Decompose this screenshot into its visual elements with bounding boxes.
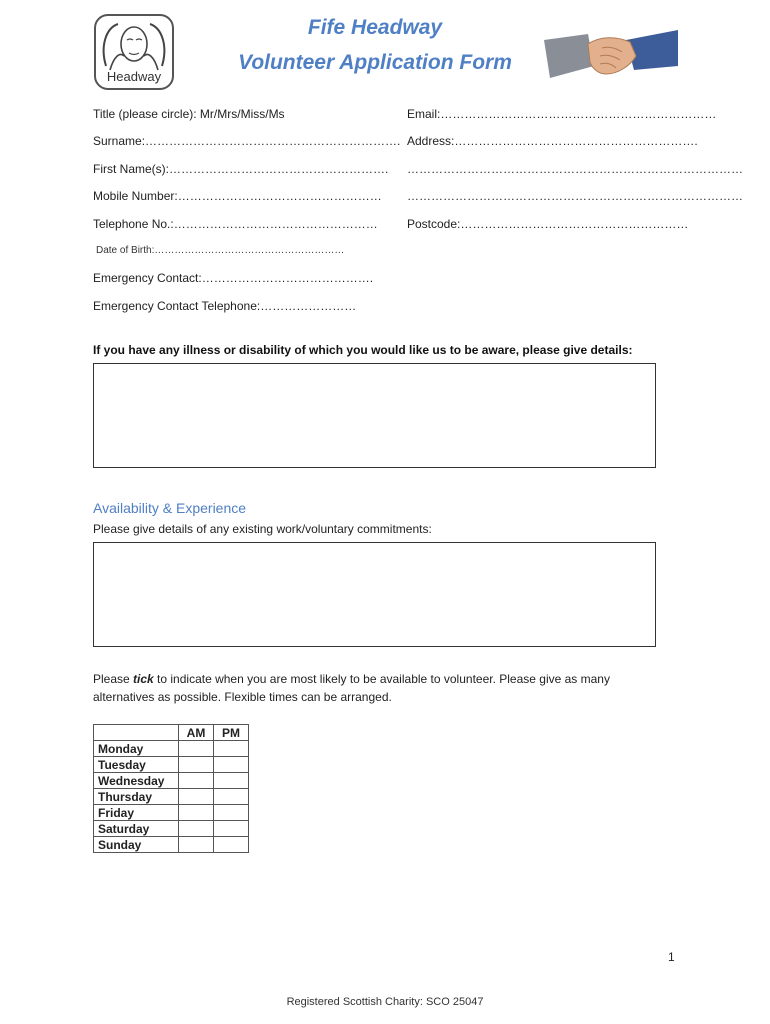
tick-suffix: to indicate when you are most likely to be available to volunteer. Please give as many alternatives as possible. Flexible times can be arranged.: [93, 672, 610, 704]
table-row: [94, 821, 249, 837]
availability-section-title: Availability & Experience: [93, 500, 247, 516]
surname-field[interactable]: Surname:……………………………………………………….: [93, 134, 401, 148]
title-line-1: Fife Headway: [307, 16, 443, 39]
title-field[interactable]: Title (please circle): Mr/Mrs/Miss/Ms: [93, 107, 285, 121]
day-saturday: Saturday: [94, 821, 179, 837]
emergency-contact-field[interactable]: Emergency Contact:…………………………………….: [93, 271, 374, 285]
tick-instructions: [93, 670, 663, 706]
saturday-am-cell[interactable]: [179, 821, 214, 837]
faces-logo-icon: [96, 16, 172, 72]
first-name-field[interactable]: First Name(s):……………………………………………….: [93, 162, 389, 176]
thursday-pm-cell[interactable]: [214, 789, 249, 805]
tick-word: tick: [133, 672, 154, 686]
emergency-telephone-field[interactable]: Emergency Contact Telephone:……………………: [93, 299, 357, 313]
day-thursday: Thursday: [94, 789, 179, 805]
day-wednesday: Wednesday: [94, 773, 179, 789]
illness-details-box[interactable]: [93, 363, 656, 468]
address-line-2[interactable]: …………………………………………………………………………: [407, 162, 743, 176]
headway-logo: [94, 14, 174, 90]
illness-prompt: If you have any illness or disability of which you would like us to be aware, please give details:: [93, 343, 633, 357]
monday-am-cell[interactable]: [179, 741, 214, 757]
friday-pm-cell[interactable]: [214, 805, 249, 821]
table-row: [94, 805, 249, 821]
am-header: AM: [179, 725, 214, 741]
day-monday: Monday: [94, 741, 179, 757]
day-sunday: Sunday: [94, 837, 179, 853]
tuesday-pm-cell[interactable]: [214, 757, 249, 773]
pm-header: PM: [214, 725, 249, 741]
address-line-3[interactable]: …………………………………………………………………………: [407, 189, 743, 203]
postcode-field[interactable]: Postcode:…………………………………………………: [407, 217, 689, 231]
day-tuesday: Tuesday: [94, 757, 179, 773]
table-corner-cell: [94, 725, 179, 741]
handshake-icon: [544, 26, 678, 86]
telephone-field[interactable]: Telephone No.:……………………………………………: [93, 217, 378, 231]
monday-pm-cell[interactable]: [214, 741, 249, 757]
availability-table: [93, 724, 249, 853]
dob-field[interactable]: Date of Birth:…………………………………………………: [96, 245, 345, 256]
sunday-am-cell[interactable]: [179, 837, 214, 853]
address-field[interactable]: Address:…………………………………………………….: [407, 134, 698, 148]
wednesday-pm-cell[interactable]: [214, 773, 249, 789]
day-friday: Friday: [94, 805, 179, 821]
wednesday-am-cell[interactable]: [179, 773, 214, 789]
commitments-box[interactable]: [93, 542, 656, 647]
email-field[interactable]: Email:……………………………………………………………: [407, 107, 717, 121]
thursday-am-cell[interactable]: [179, 789, 214, 805]
commitments-prompt: Please give details of any existing work/voluntary commitments:: [93, 522, 432, 536]
table-row: [94, 741, 249, 757]
saturday-pm-cell[interactable]: [214, 821, 249, 837]
tick-prefix: Please: [93, 672, 134, 686]
table-row: [94, 757, 249, 773]
title-line-2: Volunteer Application Form: [238, 51, 512, 74]
logo-text: Headway: [106, 69, 162, 84]
page-number: 1: [668, 950, 675, 964]
sunday-pm-cell[interactable]: [214, 837, 249, 853]
table-row: [94, 837, 249, 853]
tuesday-am-cell[interactable]: [179, 757, 214, 773]
table-row: [94, 773, 249, 789]
table-header-row: [94, 725, 249, 741]
mobile-field[interactable]: Mobile Number:……………………………………………: [93, 189, 382, 203]
charity-footer: Registered Scottish Charity: SCO 25047: [286, 996, 484, 1008]
table-row: [94, 789, 249, 805]
friday-am-cell[interactable]: [179, 805, 214, 821]
